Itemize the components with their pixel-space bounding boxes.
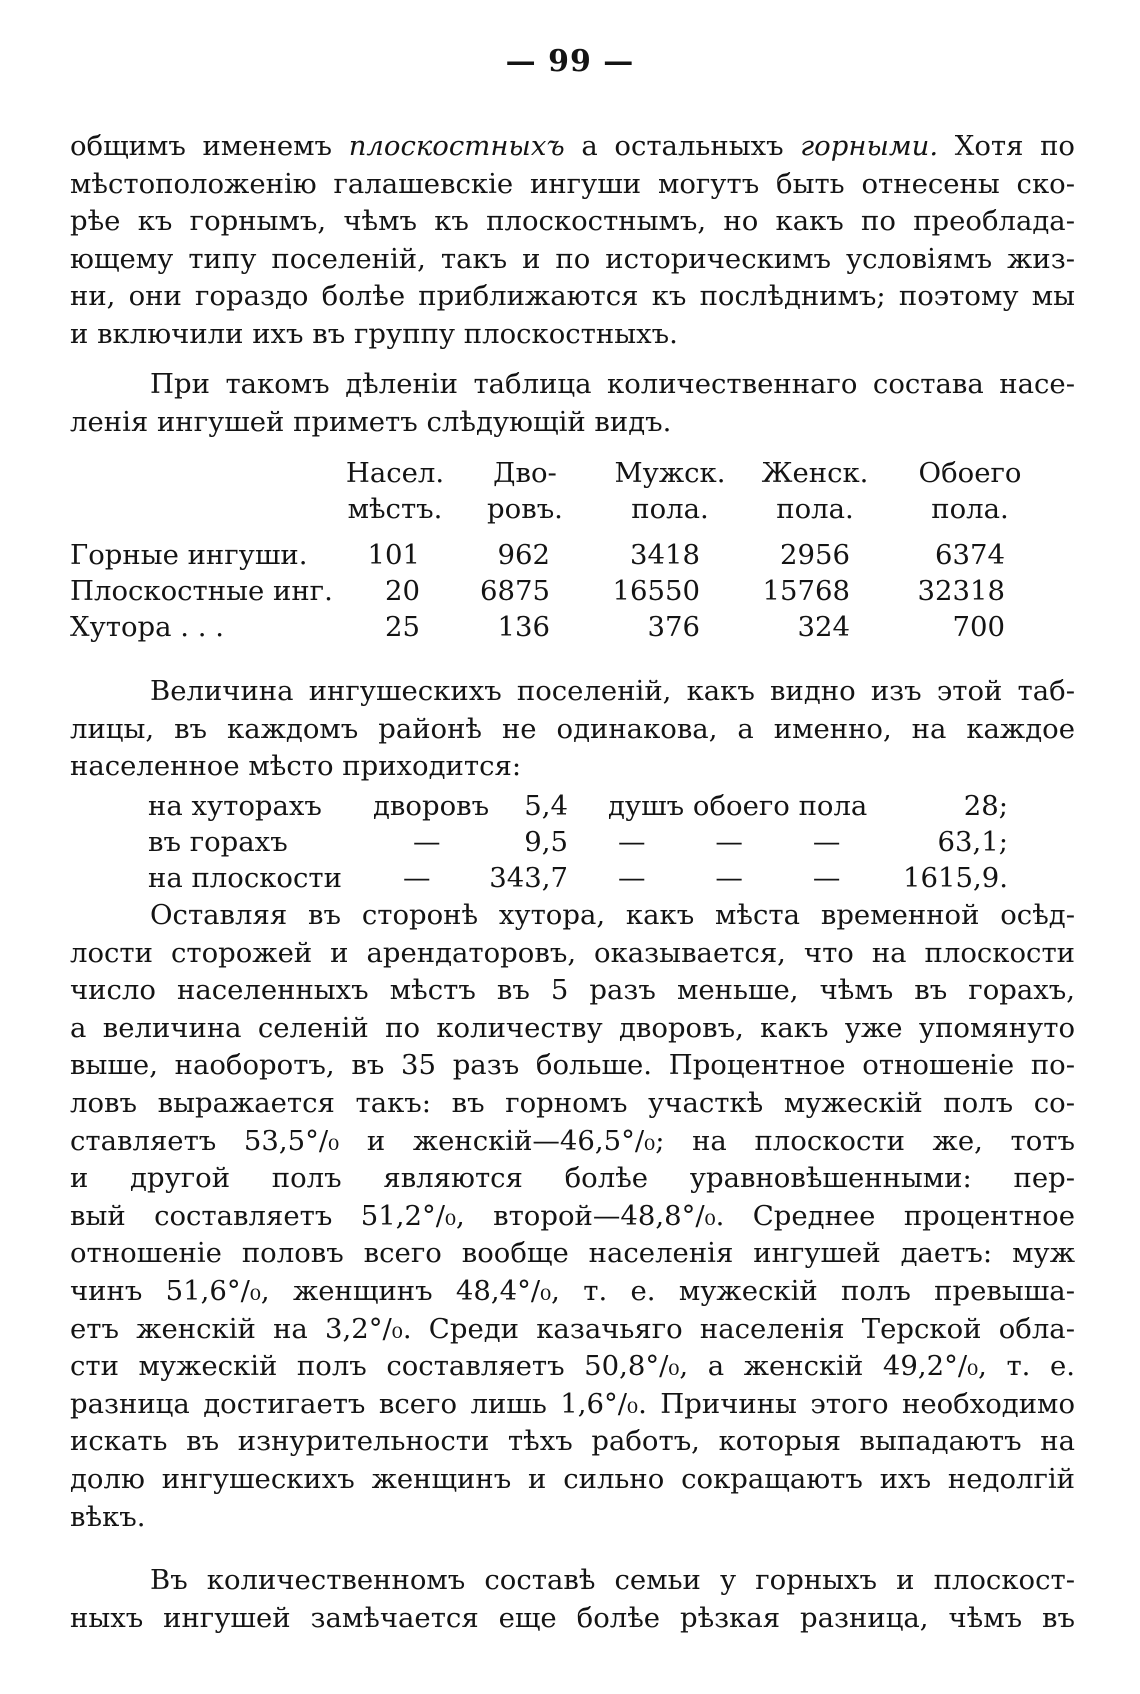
- table-cell: 101: [367, 539, 420, 571]
- header-line: мѣстъ.: [347, 493, 443, 525]
- text-line: вѣкъ.: [70, 1500, 146, 1533]
- header-line: пола.: [631, 493, 709, 525]
- row-label: Горные ингуши.: [70, 539, 308, 571]
- ratios-list: [148, 788, 1028, 896]
- header-cell: [470, 455, 580, 527]
- ratio-mid: —: [413, 826, 441, 858]
- header-line: Женск.: [761, 457, 869, 489]
- table-cell: 6374: [935, 539, 1005, 571]
- text-line: лости сторожей и арендаторовъ, оказывается, что на плоскости: [70, 936, 1075, 969]
- row-label: Хутора . . .: [70, 611, 224, 643]
- table-row: [70, 609, 1075, 645]
- ratio-value: 343,7: [489, 862, 568, 894]
- text-line: ни, они гораздо болѣе приближаются къ послѣднимъ; поэтому мы: [70, 280, 1075, 313]
- text-line: При такомъ дѣленіи таблица количественнаго состава насе-: [150, 368, 1075, 400]
- text-line: долю ингушескихъ женщинъ и сильно сокращаютъ ихъ недолгій: [70, 1462, 1075, 1495]
- ratio-words: — — —: [618, 826, 841, 858]
- text-line: а величина селеній по количеству дворовъ, какъ уже упомянуто: [70, 1011, 1075, 1044]
- header-line: ровъ.: [487, 493, 563, 525]
- text-line: вый составляетъ 51,2°/₀, второй—48,8°/₀. Среднее процентное: [70, 1199, 1075, 1232]
- ratio-value: 28;: [963, 790, 1008, 822]
- list-item: [148, 860, 1028, 896]
- paragraph-1: [70, 128, 1075, 354]
- list-item: [148, 824, 1028, 860]
- text-line: [70, 128, 1075, 166]
- ratio-words: — — —: [618, 862, 841, 894]
- header-line: пола.: [931, 493, 1009, 525]
- ratio-place: на плоскости: [148, 862, 342, 894]
- text-span: Хотя по: [938, 130, 1075, 162]
- paragraph-2: [70, 366, 1075, 441]
- text-line: ловъ выражается такъ: въ горномъ участкѣ мужескій полъ со-: [70, 1086, 1075, 1119]
- table-cell: 2956: [780, 539, 850, 571]
- text-line: чинъ 51,6°/₀, женщинъ 48,4°/₀, т. е. мужескій полъ превыша-: [70, 1274, 1075, 1307]
- table-row: [70, 537, 1075, 573]
- table-cell: 324: [797, 611, 850, 643]
- table-cell: 136: [497, 611, 550, 643]
- header-cell: [335, 455, 455, 527]
- text-line: ленія ингушей приметъ слѣдующій видъ.: [70, 405, 672, 438]
- text-line: и другой полъ являются болѣе уравновѣшенными: пер-: [70, 1162, 1075, 1195]
- text-line: Оставляя въ сторонѣ хутора, какъ мѣста временной осѣд-: [150, 899, 1075, 931]
- header-line: Дво-: [493, 457, 557, 489]
- paragraph-5: [70, 1562, 1075, 1637]
- header-line: Мужск.: [614, 457, 726, 489]
- text-line: етъ женскій на 3,2°/₀. Среди казачьяго населенія Терской обла-: [70, 1312, 1075, 1345]
- ratio-value: 1615,9.: [903, 862, 1008, 894]
- table-cell: 25: [385, 611, 420, 643]
- text-line: ставляетъ 53,5°/₀ и женскій—46,5°/₀; на плоскости же, тотъ: [70, 1124, 1075, 1157]
- table-cell: 16550: [612, 575, 700, 607]
- text-span: а остальныхъ: [564, 130, 801, 162]
- table-cell: 20: [385, 575, 420, 607]
- table-cell: 3418: [630, 539, 700, 571]
- text-line: рѣе къ горнымъ, чѣмъ къ плоскостнымъ, но какъ по преоблада-: [70, 205, 1075, 238]
- table-cell: 6875: [480, 575, 550, 607]
- ratio-words: душъ обоего пола: [608, 790, 868, 822]
- text-span: общимъ именемъ: [70, 130, 349, 162]
- header-line: пола.: [776, 493, 854, 525]
- text-line: отношеніе половъ всего вообще населенія ингушей даетъ: муж: [70, 1237, 1075, 1270]
- ratio-mid: —: [403, 862, 431, 894]
- text-line: разница достигаетъ всего лишь 1,6°/₀. Причины этого необходимо: [70, 1387, 1075, 1420]
- ratio-mid: дворовъ: [373, 790, 490, 822]
- paragraph-3: [70, 673, 1075, 786]
- population-table: [70, 455, 1075, 645]
- page-number: — 99 —: [505, 44, 635, 79]
- table-cell: 15768: [762, 575, 850, 607]
- text-line: ныхъ ингушей замѣчается еще болѣе рѣзкая разница, чѣмъ въ: [70, 1601, 1075, 1634]
- list-item: [148, 788, 1028, 824]
- text-line: выше, наоборотъ, въ 35 разъ больше. Процентное отношеніе по-: [70, 1049, 1075, 1082]
- header-line: Насел.: [345, 457, 445, 489]
- header-cell: [605, 455, 735, 527]
- text-line: число населенныхъ мѣстъ въ 5 разъ меньше, чѣмъ въ горахъ,: [70, 974, 1075, 1007]
- text-line: мѣстоположенію галашевскіе ингуши могутъ быть отнесены ско-: [70, 167, 1075, 200]
- italic-term: горными.: [800, 130, 939, 162]
- text-line: ющему типу поселеній, такъ и по историческимъ условіямъ жиз-: [70, 242, 1075, 275]
- table-cell: 32318: [917, 575, 1005, 607]
- italic-term: плоскостныхъ: [348, 130, 565, 162]
- ratio-value: 5,4: [524, 790, 568, 822]
- text-line: и включили ихъ въ группу плоскостныхъ.: [70, 317, 678, 350]
- ratio-value: 9,5: [524, 826, 568, 858]
- table-cell: 376: [647, 611, 700, 643]
- text-line: лицы, въ каждомъ районѣ не одинакова, а именно, на каждое: [70, 712, 1075, 745]
- table-cell: 962: [497, 539, 550, 571]
- ratio-place: на хуторахъ: [148, 790, 322, 822]
- header-cell: [750, 455, 880, 527]
- text-line: Въ количественномъ составѣ семьи у горныхъ и плоскост-: [150, 1564, 1075, 1596]
- header-cell: [905, 455, 1035, 527]
- text-line: искать въ изнурительности тѣхъ работъ, которыя выпадаютъ на: [70, 1425, 1075, 1458]
- text-line: сти мужескій полъ составляетъ 50,8°/₀, а женскій 49,2°/₀, т. е.: [70, 1350, 1075, 1383]
- table-cell: 700: [952, 611, 1005, 643]
- table-header: [70, 455, 1075, 537]
- header-line: Обоего: [918, 457, 1022, 489]
- text-line: населенное мѣсто приходится:: [70, 750, 522, 783]
- text-line: Величина ингушескихъ поселеній, какъ видно изъ этой таб-: [150, 675, 1075, 707]
- paragraph-4: [70, 897, 1075, 1536]
- row-label: Плоскостные инг.: [70, 575, 333, 607]
- ratio-place: въ горахъ: [148, 826, 288, 858]
- ratio-value: 63,1;: [937, 826, 1008, 858]
- table-row: [70, 573, 1075, 609]
